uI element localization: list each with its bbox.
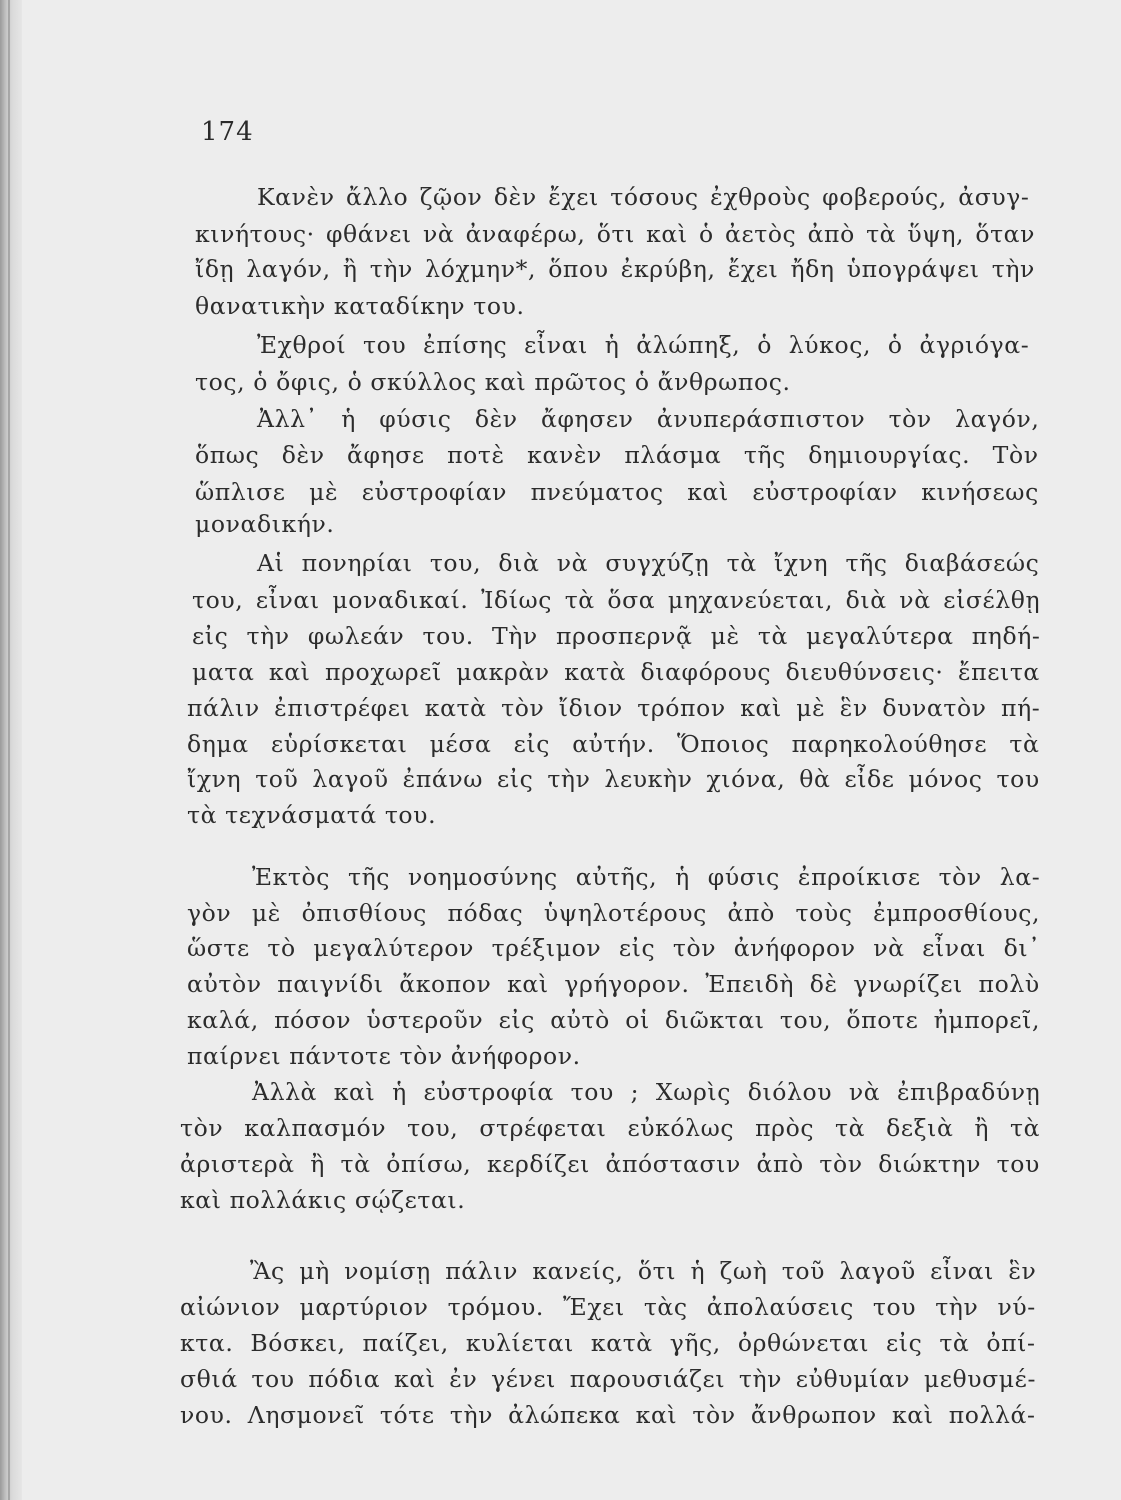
text-line: δημα εὑρίσκεται μέσα εἰς αὐτήν. Ὅποιος παρηκολούθησε τὰ — [187, 730, 1040, 758]
page-number: 174 — [201, 117, 254, 147]
text-line: εἰς τὴν φωλεάν του. Τὴν προσπερνᾷ μὲ τὰ μεγαλύτερα πηδή- — [192, 622, 1041, 650]
text-line: κινήτους· φθάνει νὰ ἀναφέρω, ὅτι καὶ ὁ ἀετὸς ἀπὸ τὰ ὕψη, ὅταν — [195, 220, 1036, 248]
text-line: πάλιν ἐπιστρέφει κατὰ τὸν ἴδιον τρόπον καὶ μὲ ἓν δυνατὸν πή- — [187, 694, 1041, 722]
text-line: καλά, πόσον ὑστεροῦν εἰς αὐτὸ οἱ διῶκται του, ὅποτε ἠμπορεῖ, — [187, 1006, 1041, 1034]
text-line: ματα καὶ προχωρεῖ μακρὰν κατὰ διαφόρους διευθύνσεις· ἔπειτα — [192, 658, 1040, 686]
text-line: τὸν καλπασμόν του, στρέφεται εὐκόλως πρὸς τὰ δεξιὰ ἢ τὰ — [180, 1114, 1041, 1142]
text-line: Ἐκτὸς τῆς νοημοσύνης αὐτῆς, ἡ φύσις ἐπροίκισε τὸν λα- — [252, 863, 1041, 891]
text-line: παίρνει πάντοτε τὸν ἀνήφορον. — [187, 1042, 581, 1070]
text-line: τὰ τεχνάσματά του. — [187, 801, 437, 829]
text-line: αἰώνιον μαρτύριον τρόμου. Ἔχει τὰς ἀπολαύσεις του τὴν νύ- — [180, 1293, 1036, 1321]
text-line: Ἀλλὰ καὶ ἡ εὐστροφία του ; Χωρὶς διόλου νὰ ἐπιβραδύνῃ — [252, 1078, 1041, 1106]
text-line: μοναδικήν. — [195, 510, 335, 538]
text-line: τος, ὁ ὄφις, ὁ σκύλλος καὶ πρῶτος ὁ ἄνθρωπος. — [195, 368, 791, 396]
text-line: καὶ πολλάκις σῴζεται. — [180, 1186, 466, 1214]
text-line: νου. Λησμονεῖ τότε τὴν ἀλώπεκα καὶ τὸν ἄνθρωπον καὶ πολλά- — [180, 1401, 1036, 1429]
text-line: αὐτὸν παιγνίδι ἄκοπον καὶ γρήγορον. Ἐπειδὴ δὲ γνωρίζει πολὺ — [187, 970, 1040, 998]
text-line: σθιά του πόδια καὶ ἐν γένει παρουσιάζει τὴν εὐθυμίαν μεθυσμέ- — [180, 1365, 1036, 1393]
text-line: Ἂς μὴ νομίσῃ πάλιν κανείς, ὅτι ἡ ζωὴ τοῦ λαγοῦ εἶναι ἓν — [250, 1257, 1037, 1285]
text-line: Ἐχθροί του ἐπίσης εἶναι ἡ ἀλώπηξ, ὁ λύκος, ὁ ἀγριόγα- — [257, 331, 1030, 359]
text-line: θανατικὴν καταδίκην του. — [195, 292, 525, 320]
text-line: ὥπλισε μὲ εὐστροφίαν πνεύματος καὶ εὐστροφίαν κινήσεως — [195, 478, 1039, 506]
text-line: Ἀλλ᾽ ἡ φύσις δὲν ἄφησεν ἀνυπεράσπιστον τὸν λαγόν, — [257, 405, 1040, 433]
text-line: κτα. Βόσκει, παίζει, κυλίεται κατὰ γῆς, ὀρθώνεται εἰς τὰ ὀπί- — [180, 1329, 1036, 1357]
text-line: ὥστε τὸ μεγαλύτερον τρέξιμον εἰς τὸν ἀνήφορον νὰ εἶναι δι᾽ — [187, 934, 1041, 962]
text-line: γὸν μὲ ὀπισθίους πόδας ὑψηλοτέρους ἀπὸ τοὺς ἐμπροσθίους, — [187, 899, 1041, 927]
text-line: ἴδῃ λαγόν, ἢ τὴν λόχμην*, ὅπου ἐκρύβη, ἔχει ἤδη ὑπογράψει τὴν — [195, 255, 1035, 283]
text-line: Αἱ πονηρίαι του, διὰ νὰ συγχύζῃ τὰ ἴχνη τῆς διαβάσεώς — [257, 549, 1040, 577]
text-line: ἀριστερὰ ἢ τὰ ὀπίσω, κερδίζει ἀπόστασιν ἀπὸ τὸν διώκτην του — [180, 1150, 1040, 1178]
text-line: ἴχνη τοῦ λαγοῦ ἐπάνω εἰς τὴν λευκὴν χιόνα, θὰ εἶδε μόνος του — [187, 765, 1040, 793]
text-line: Κανὲν ἄλλο ζῷον δὲν ἔχει τόσους ἐχθροὺς φοβερούς, ἀσυγ- — [257, 183, 1030, 211]
text-line: του, εἶναι μοναδικαί. Ἰδίως τὰ ὅσα μηχανεύεται, διὰ νὰ εἰσέλθῃ — [192, 586, 1041, 614]
text-line: ὅπως δὲν ἄφησε ποτὲ κανὲν πλάσμα τῆς δημιουργίας. Τὸν — [195, 441, 1039, 469]
